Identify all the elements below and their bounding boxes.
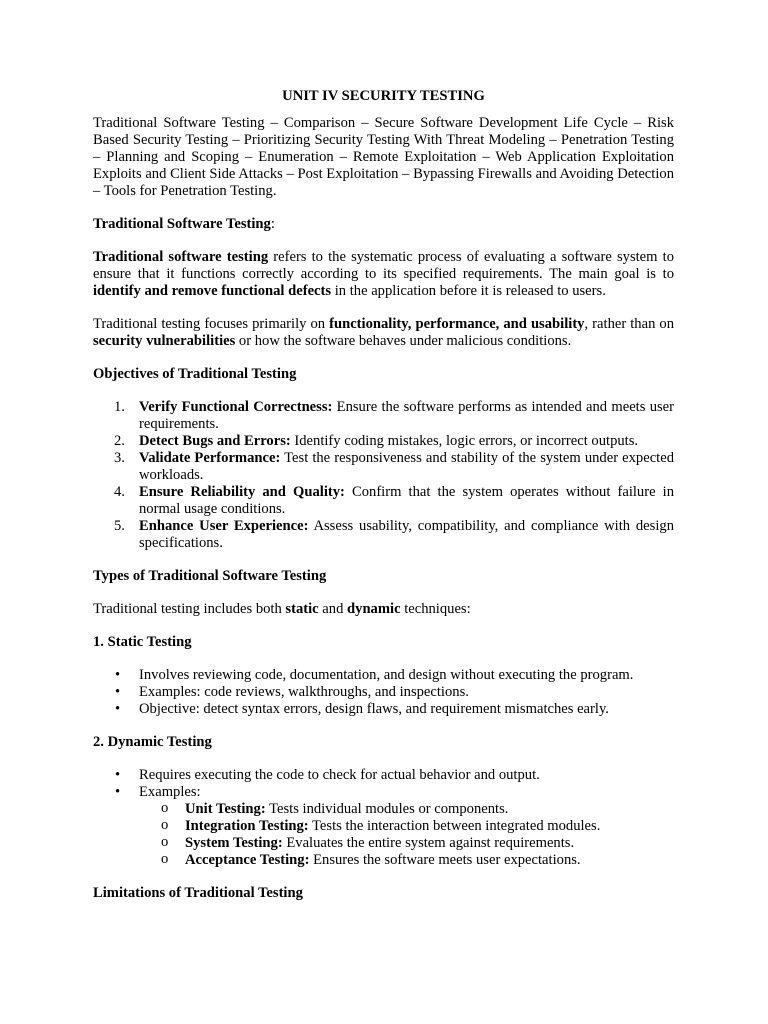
definition-paragraph: Traditional software testing refers to the systematic process of evaluating a software system to ensure that it functions correctly according to its specified requirements. The main goal is to identify and remove functional defects in the application before it is released to users.	[93, 249, 674, 299]
limitations-heading: Limitations of Traditional Testing	[93, 885, 303, 901]
dynamic-testing-list	[93, 767, 674, 869]
bullet-icon: •	[115, 767, 121, 783]
document-body	[93, 88, 674, 902]
objective-item: 1. Verify Functional Correctness: Ensure the software performs as intended and meets user requirements.	[114, 399, 675, 432]
static-testing-list	[93, 667, 674, 718]
list-item: • Examples: code reviews, walkthroughs, and inspections.	[115, 684, 469, 700]
circle-bullet-icon: o	[161, 817, 169, 833]
circle-bullet-icon: o	[161, 834, 169, 850]
list-item: • Examples: o Unit Testing: Tests individual modules or components. o Integration Testing: Tests the interaction between integrated modules. o System Testing: Evaluates the entire system against requirements. o Acceptance Testing: Ensures the software meets user expectations.	[93, 784, 674, 869]
objectives-heading: Objectives of Traditional Testing	[93, 366, 297, 382]
section-heading-traditional-testing: Traditional Software Testing:	[93, 216, 275, 232]
focus-paragraph: Traditional testing focuses primarily on functionality, performance, and usability, rather than on security vulnerabilities or how the software behaves under malicious conditions.	[93, 316, 674, 349]
bullet-icon: •	[115, 701, 121, 717]
types-paragraph: Traditional testing includes both static and dynamic techniques:	[93, 601, 471, 617]
objectives-list	[93, 399, 674, 552]
bullet-icon: •	[115, 667, 121, 683]
sub-list-item: o Integration Testing: Tests the interaction between integrated modules.	[161, 817, 601, 834]
unit-title: UNIT IV SECURITY TESTING	[282, 88, 485, 104]
circle-bullet-icon: o	[161, 800, 169, 816]
objective-item: 5. Enhance User Experience: Assess usability, compatibility, and compliance with design specifications.	[114, 518, 674, 551]
objective-item: 2. Detect Bugs and Errors: Identify coding mistakes, logic errors, or incorrect outputs.	[114, 433, 639, 449]
list-item: • Involves reviewing code, documentation, and design without executing the program.	[115, 667, 634, 683]
bullet-icon: •	[115, 684, 121, 700]
bullet-icon: •	[115, 784, 121, 800]
circle-bullet-icon: o	[161, 851, 169, 867]
sub-list-item: o Acceptance Testing: Ensures the software meets user expectations.	[161, 851, 581, 868]
sub-list-item: o System Testing: Evaluates the entire system against requirements.	[161, 834, 575, 851]
list-item: • Requires executing the code to check for actual behavior and output.	[115, 767, 540, 783]
types-heading: Types of Traditional Software Testing	[93, 568, 327, 584]
dynamic-testing-heading: 2. Dynamic Testing	[93, 734, 212, 750]
dynamic-examples-list	[139, 801, 674, 869]
unit-intro: Traditional Software Testing – Comparison – Secure Software Development Life Cycle – Risk Based Security Testing – Prioritizing Security Testing With Threat Modeling – Penetration Testing – Planning and Scoping – Enumeration – Remote Exploitation – Web Application Exploitation Exploits and Client Side Attacks – Post Exploitation – Bypassing Firewalls and Avoiding Detection – Tools for Penetration Testing.	[93, 115, 674, 199]
objective-item: 3. Validate Performance: Test the responsiveness and stability of the system under expected workloads.	[114, 450, 674, 483]
sub-list-item: o Unit Testing: Tests individual modules or components.	[161, 800, 509, 817]
static-testing-heading: 1. Static Testing	[93, 634, 192, 650]
objective-item: 4. Ensure Reliability and Quality: Confirm that the system operates without failure in normal usage conditions.	[114, 484, 675, 517]
list-item: • Objective: detect syntax errors, design flaws, and requirement mismatches early.	[115, 701, 609, 717]
